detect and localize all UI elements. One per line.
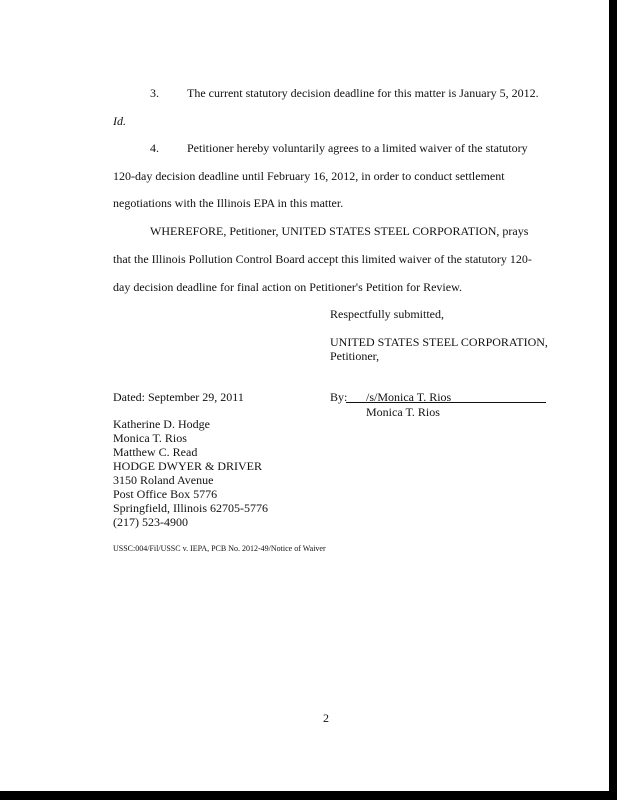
wherefore-line-2: that the Illinois Pollution Control Board accept this limited waiver of the statutory 120- — [113, 252, 532, 266]
counsel-line: HODGE DWYER & DRIVER — [113, 459, 262, 473]
respectfully-submitted: Respectfully submitted, — [330, 307, 444, 321]
scan-border-right — [609, 0, 617, 800]
printed-name: Monica T. Rios — [366, 405, 440, 419]
party-role: Petitioner, — [330, 349, 380, 363]
counsel-line: Post Office Box 5776 — [113, 487, 218, 501]
counsel-line: Katherine D. Hodge — [113, 417, 210, 431]
counsel-line: (217) 523-4900 — [113, 515, 188, 529]
paragraph-4-line-3: negotiations with the Illinois EPA in this matter. — [113, 196, 344, 210]
file-reference: USSC:004/Fil/USSC v. IEPA, PCB No. 2012-49/Notice of Waiver — [113, 544, 326, 553]
electronic-signature: /s/Monica T. Rios — [366, 390, 452, 404]
paragraph-3-number: 3. — [150, 86, 159, 100]
page-number: 2 — [323, 711, 329, 725]
paragraph-4-line-1: Petitioner hereby voluntarily agrees to a limited waiver of the statutory — [187, 141, 528, 155]
scan-border-bottom — [0, 791, 617, 800]
wherefore-line-3: day decision deadline for final action on Petitioner's Petition for Review. — [113, 280, 462, 294]
by-label: By: — [330, 390, 348, 404]
paragraph-4-line-2: 120-day decision deadline until February 16, 2012, in order to conduct settlement — [113, 169, 505, 183]
paragraph-3-text: The current statutory decision deadline for this matter is January 5, 2012. — [187, 86, 539, 100]
date-line: Dated: September 29, 2011 — [113, 390, 244, 404]
wherefore-line-1: WHEREFORE, Petitioner, UNITED STATES STEEL CORPORATION, prays — [150, 224, 529, 238]
counsel-line: Monica T. Rios — [113, 431, 187, 445]
counsel-line: Springfield, Illinois 62705-5776 — [113, 501, 268, 515]
paragraph-3-cite: Id. — [113, 114, 126, 128]
counsel-line: Matthew C. Read — [113, 445, 198, 459]
party-name: UNITED STATES STEEL CORPORATION, — [330, 335, 548, 349]
counsel-line: 3150 Roland Avenue — [113, 473, 214, 487]
paragraph-4-number: 4. — [150, 141, 159, 155]
